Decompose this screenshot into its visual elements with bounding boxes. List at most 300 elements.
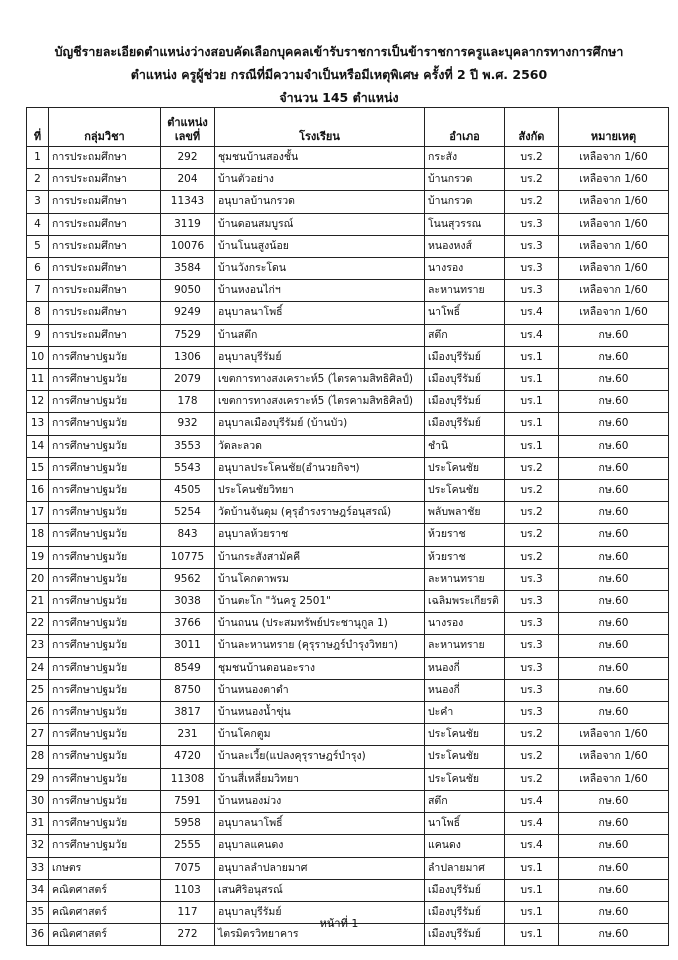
cell-affiliation: บร.1 xyxy=(505,369,559,391)
cell-district: ละหานทราย xyxy=(425,568,505,590)
cell-no: 27 xyxy=(27,724,49,746)
cell-district: ห้วยราช xyxy=(425,524,505,546)
cell-position: 1306 xyxy=(161,346,215,368)
table-row xyxy=(27,480,669,502)
cell-school: บ้านหนองม่วง xyxy=(215,790,425,812)
cell-position: 3584 xyxy=(161,258,215,280)
cell-school: ไตรมิตรวิทยาคาร xyxy=(215,924,425,946)
cell-subject: การศึกษาปฐมวัย xyxy=(49,524,161,546)
cell-district: กระสัง xyxy=(425,147,505,169)
cell-district: ประโคนชัย xyxy=(425,480,505,502)
table-row xyxy=(27,635,669,657)
cell-school: อนุบาลบุรีรัมย์ xyxy=(215,901,425,923)
table-row xyxy=(27,502,669,524)
cell-district: บ้านกรวด xyxy=(425,191,505,213)
cell-school: บ้านละเวี้ย(แปลงคุรุราษฎร์บำรุง) xyxy=(215,746,425,768)
cell-subject: การศึกษาปฐมวัย xyxy=(49,369,161,391)
cell-school: บ้านกระสังสามัคคี xyxy=(215,546,425,568)
cell-subject: การประถมศึกษา xyxy=(49,324,161,346)
cell-remark: เหลือจาก 1/60 xyxy=(559,746,669,768)
cell-school: วัดบ้านจันดุม (คุรุอำรงราษฎร์อนุสรณ์) xyxy=(215,502,425,524)
cell-subject: การศึกษาปฐมวัย xyxy=(49,657,161,679)
cell-no: 19 xyxy=(27,546,49,568)
cell-subject: การประถมศึกษา xyxy=(49,191,161,213)
cell-district: นางรอง xyxy=(425,258,505,280)
cell-remark: กษ.60 xyxy=(559,835,669,857)
col-header-position xyxy=(161,108,215,147)
cell-position: 932 xyxy=(161,413,215,435)
cell-district: เมืองบุรีรัมย์ xyxy=(425,901,505,923)
cell-remark: กษ.60 xyxy=(559,857,669,879)
table-row xyxy=(27,280,669,302)
table-row xyxy=(27,213,669,235)
cell-position: 204 xyxy=(161,169,215,191)
cell-no: 23 xyxy=(27,635,49,657)
cell-school: บ้านตะโก "วันครู 2501" xyxy=(215,591,425,613)
table-row xyxy=(27,813,669,835)
cell-subject: การศึกษาปฐมวัย xyxy=(49,346,161,368)
cell-school: บ้านตัวอย่าง xyxy=(215,169,425,191)
table-row xyxy=(27,346,669,368)
cell-district: บ้านกรวด xyxy=(425,169,505,191)
cell-remark: กษ.60 xyxy=(559,924,669,946)
cell-remark: กษ.60 xyxy=(559,435,669,457)
cell-affiliation: บร.4 xyxy=(505,790,559,812)
cell-no: 26 xyxy=(27,702,49,724)
cell-affiliation: บร.3 xyxy=(505,280,559,302)
cell-subject: การประถมศึกษา xyxy=(49,147,161,169)
cell-position: 5254 xyxy=(161,502,215,524)
cell-position: 8750 xyxy=(161,679,215,701)
cell-affiliation: บร.1 xyxy=(505,879,559,901)
cell-no: 10 xyxy=(27,346,49,368)
cell-affiliation: บร.3 xyxy=(505,702,559,724)
cell-remark: เหลือจาก 1/60 xyxy=(559,191,669,213)
cell-no: 28 xyxy=(27,746,49,768)
cell-no: 17 xyxy=(27,502,49,524)
page-number: หน้าที่ 1 xyxy=(319,917,359,930)
col-header-district: อำเภอ xyxy=(425,108,505,147)
cell-no: 13 xyxy=(27,413,49,435)
cell-affiliation: บร.2 xyxy=(505,457,559,479)
table-row xyxy=(27,169,669,191)
cell-district: หนองหงส์ xyxy=(425,235,505,257)
cell-remark: กษ.60 xyxy=(559,324,669,346)
cell-affiliation: บร.3 xyxy=(505,679,559,701)
cell-district: ลำปลายมาศ xyxy=(425,857,505,879)
cell-affiliation: บร.1 xyxy=(505,391,559,413)
cell-remark: กษ.60 xyxy=(559,790,669,812)
cell-affiliation: บร.2 xyxy=(505,746,559,768)
cell-district: พลับพลาชัย xyxy=(425,502,505,524)
cell-subject: การศึกษาปฐมวัย xyxy=(49,413,161,435)
vacancy-table xyxy=(26,107,669,946)
cell-remark: เหลือจาก 1/60 xyxy=(559,258,669,280)
cell-district: ประโคนชัย xyxy=(425,724,505,746)
table-header-row xyxy=(27,108,669,147)
cell-subject: การศึกษาปฐมวัย xyxy=(49,480,161,502)
table-row xyxy=(27,457,669,479)
cell-school: บ้านสี่เหลี่ยมวิทยา xyxy=(215,768,425,790)
cell-remark: กษ.60 xyxy=(559,568,669,590)
cell-school: บ้านหนองน้ำขุ่น xyxy=(215,702,425,724)
table-row xyxy=(27,879,669,901)
cell-no: 35 xyxy=(27,901,49,923)
col-header-subject: กลุ่มวิชา xyxy=(49,108,161,147)
cell-no: 4 xyxy=(27,213,49,235)
cell-subject: การศึกษาปฐมวัย xyxy=(49,768,161,790)
cell-position: 117 xyxy=(161,901,215,923)
cell-school: เสนศิริอนุสรณ์ xyxy=(215,879,425,901)
cell-no: 7 xyxy=(27,280,49,302)
cell-position: 11308 xyxy=(161,768,215,790)
cell-district: ละหานทราย xyxy=(425,280,505,302)
cell-affiliation: บร.2 xyxy=(505,502,559,524)
cell-affiliation: บร.2 xyxy=(505,169,559,191)
cell-remark: กษ.60 xyxy=(559,901,669,923)
cell-district: เมืองบุรีรัมย์ xyxy=(425,879,505,901)
cell-affiliation: บร.3 xyxy=(505,213,559,235)
cell-no: 21 xyxy=(27,591,49,613)
cell-subject: การศึกษาปฐมวัย xyxy=(49,790,161,812)
cell-subject: คณิตศาสตร์ xyxy=(49,879,161,901)
cell-remark: กษ.60 xyxy=(559,679,669,701)
cell-school: บ้านดอนสมบูรณ์ xyxy=(215,213,425,235)
cell-position: 5958 xyxy=(161,813,215,835)
cell-affiliation: บร.2 xyxy=(505,546,559,568)
cell-position: 843 xyxy=(161,524,215,546)
col-header-remark: หมายเหตุ xyxy=(559,108,669,147)
cell-subject: การประถมศึกษา xyxy=(49,169,161,191)
cell-affiliation: บร.4 xyxy=(505,324,559,346)
cell-remark: กษ.60 xyxy=(559,813,669,835)
cell-no: 15 xyxy=(27,457,49,479)
table-row xyxy=(27,546,669,568)
cell-position: 272 xyxy=(161,924,215,946)
cell-subject: การประถมศึกษา xyxy=(49,302,161,324)
cell-remark: กษ.60 xyxy=(559,391,669,413)
cell-remark: เหลือจาก 1/60 xyxy=(559,147,669,169)
cell-position: 231 xyxy=(161,724,215,746)
cell-no: 30 xyxy=(27,790,49,812)
cell-position: 9050 xyxy=(161,280,215,302)
cell-district: นางรอง xyxy=(425,613,505,635)
cell-remark: กษ.60 xyxy=(559,480,669,502)
cell-affiliation: บร.2 xyxy=(505,147,559,169)
cell-school: อนุบาลนาโพธิ์ xyxy=(215,813,425,835)
cell-subject: การศึกษาปฐมวัย xyxy=(49,813,161,835)
cell-district: เมืองบุรีรัมย์ xyxy=(425,924,505,946)
cell-no: 3 xyxy=(27,191,49,213)
table-row xyxy=(27,835,669,857)
cell-school: อนุบาลบุรีรัมย์ xyxy=(215,346,425,368)
cell-no: 16 xyxy=(27,480,49,502)
document-title: บัญชีรายละเอียดตำแหน่งว่างสอบคัดเลือกบุคคลเข้ารับราชการเป็นข้าราชการครูและบุคลากรทางการศึกษา xyxy=(54,44,624,59)
cell-affiliation: บร.1 xyxy=(505,346,559,368)
cell-subject: การศึกษาปฐมวัย xyxy=(49,746,161,768)
cell-no: 22 xyxy=(27,613,49,635)
cell-affiliation: บร.4 xyxy=(505,302,559,324)
cell-subject: การประถมศึกษา xyxy=(49,280,161,302)
cell-subject: การศึกษาปฐมวัย xyxy=(49,457,161,479)
cell-position: 7529 xyxy=(161,324,215,346)
cell-position: 11343 xyxy=(161,191,215,213)
cell-subject: การประถมศึกษา xyxy=(49,213,161,235)
cell-district: หนองกี่ xyxy=(425,679,505,701)
col-header-no: ที่ xyxy=(27,108,49,147)
cell-district: เมืองบุรีรัมย์ xyxy=(425,413,505,435)
cell-no: 32 xyxy=(27,835,49,857)
cell-no: 1 xyxy=(27,147,49,169)
cell-remark: เหลือจาก 1/60 xyxy=(559,169,669,191)
cell-remark: กษ.60 xyxy=(559,369,669,391)
cell-school: ชุมชนบ้านสองชั้น xyxy=(215,147,425,169)
cell-remark: เหลือจาก 1/60 xyxy=(559,724,669,746)
cell-position: 3817 xyxy=(161,702,215,724)
cell-remark: กษ.60 xyxy=(559,613,669,635)
cell-remark: เหลือจาก 1/60 xyxy=(559,280,669,302)
table-row xyxy=(27,324,669,346)
cell-affiliation: บร.2 xyxy=(505,724,559,746)
position-count: จำนวน 145 ตำแหน่ง xyxy=(279,90,399,105)
cell-remark: เหลือจาก 1/60 xyxy=(559,235,669,257)
cell-position: 7075 xyxy=(161,857,215,879)
cell-remark: เหลือจาก 1/60 xyxy=(559,302,669,324)
cell-remark: กษ.60 xyxy=(559,635,669,657)
cell-remark: เหลือจาก 1/60 xyxy=(559,213,669,235)
cell-no: 12 xyxy=(27,391,49,413)
cell-position: 3553 xyxy=(161,435,215,457)
document-subtitle: ตำแหน่ง ครูผู้ช่วย กรณีที่มีความจำเป็นหรือมีเหตุพิเศษ ครั้งที่ 2 ปี พ.ศ. 2560 xyxy=(130,67,548,82)
cell-school: บ้านละหานทราย (คุรุราษฎร์บำรุงวิทยา) xyxy=(215,635,425,657)
cell-affiliation: บร.2 xyxy=(505,768,559,790)
cell-affiliation: บร.3 xyxy=(505,591,559,613)
cell-no: 24 xyxy=(27,657,49,679)
cell-position: 10076 xyxy=(161,235,215,257)
cell-district: ปะคำ xyxy=(425,702,505,724)
table-row xyxy=(27,435,669,457)
cell-school: ประโคนชัยวิทยา xyxy=(215,480,425,502)
table-row xyxy=(27,524,669,546)
cell-affiliation: บร.3 xyxy=(505,568,559,590)
cell-affiliation: บร.2 xyxy=(505,191,559,213)
cell-no: 31 xyxy=(27,813,49,835)
cell-subject: คณิตศาสตร์ xyxy=(49,924,161,946)
cell-district: เมืองบุรีรัมย์ xyxy=(425,369,505,391)
cell-no: 20 xyxy=(27,568,49,590)
cell-no: 8 xyxy=(27,302,49,324)
cell-district: นาโพธิ์ xyxy=(425,813,505,835)
cell-district: เมืองบุรีรัมย์ xyxy=(425,346,505,368)
cell-school: บ้านโนนสูงน้อย xyxy=(215,235,425,257)
cell-remark: กษ.60 xyxy=(559,657,669,679)
cell-district: เฉลิมพระเกียรติ xyxy=(425,591,505,613)
cell-affiliation: บร.4 xyxy=(505,835,559,857)
table-row xyxy=(27,369,669,391)
table-row xyxy=(27,147,669,169)
table-row xyxy=(27,568,669,590)
cell-school: อนุบาลลำปลายมาศ xyxy=(215,857,425,879)
cell-affiliation: บร.1 xyxy=(505,924,559,946)
cell-no: 18 xyxy=(27,524,49,546)
cell-position: 9249 xyxy=(161,302,215,324)
cell-subject: การศึกษาปฐมวัย xyxy=(49,635,161,657)
cell-position: 1103 xyxy=(161,879,215,901)
cell-position: 10775 xyxy=(161,546,215,568)
cell-no: 36 xyxy=(27,924,49,946)
cell-position: 3038 xyxy=(161,591,215,613)
cell-subject: การศึกษาปฐมวัย xyxy=(49,435,161,457)
table-row xyxy=(27,768,669,790)
table-row xyxy=(27,191,669,213)
cell-district: แคนดง xyxy=(425,835,505,857)
cell-affiliation: บร.1 xyxy=(505,857,559,879)
table-row xyxy=(27,413,669,435)
cell-subject: การศึกษาปฐมวัย xyxy=(49,591,161,613)
table-row xyxy=(27,613,669,635)
cell-affiliation: บร.2 xyxy=(505,480,559,502)
cell-school: บ้านโคกตูม xyxy=(215,724,425,746)
cell-district: โนนสุวรรณ xyxy=(425,213,505,235)
cell-school: อนุบาลประโคนชัย(อำนวยกิจฯ) xyxy=(215,457,425,479)
cell-subject: การศึกษาปฐมวัย xyxy=(49,546,161,568)
cell-position: 3119 xyxy=(161,213,215,235)
cell-affiliation: บร.3 xyxy=(505,613,559,635)
cell-remark: กษ.60 xyxy=(559,546,669,568)
table-row xyxy=(27,391,669,413)
cell-position: 178 xyxy=(161,391,215,413)
cell-affiliation: บร.4 xyxy=(505,813,559,835)
cell-school: อนุบาลเมืองบุรีรัมย์ (บ้านบัว) xyxy=(215,413,425,435)
cell-subject: การศึกษาปฐมวัย xyxy=(49,568,161,590)
table-row xyxy=(27,790,669,812)
table-row xyxy=(27,302,669,324)
cell-no: 9 xyxy=(27,324,49,346)
cell-position: 4505 xyxy=(161,480,215,502)
cell-no: 11 xyxy=(27,369,49,391)
table-row xyxy=(27,591,669,613)
cell-position: 2079 xyxy=(161,369,215,391)
table-body xyxy=(27,147,669,946)
cell-district: ชำนิ xyxy=(425,435,505,457)
cell-district: สตึก xyxy=(425,324,505,346)
cell-position: 3011 xyxy=(161,635,215,657)
cell-position: 3766 xyxy=(161,613,215,635)
cell-subject: คณิตศาสตร์ xyxy=(49,901,161,923)
cell-school: เขตการทางสงเคราะห์5 (ไตรคามสิทธิศิลป์) xyxy=(215,391,425,413)
cell-school: เขตการทางสงเคราะห์5 (ไตรคามสิทธิศิลป์) xyxy=(215,369,425,391)
cell-position: 5543 xyxy=(161,457,215,479)
cell-school: บ้านสตึก xyxy=(215,324,425,346)
cell-district: เมืองบุรีรัมย์ xyxy=(425,391,505,413)
cell-no: 5 xyxy=(27,235,49,257)
cell-remark: กษ.60 xyxy=(559,502,669,524)
table-row xyxy=(27,746,669,768)
cell-remark: กษ.60 xyxy=(559,457,669,479)
cell-district: นาโพธิ์ xyxy=(425,302,505,324)
cell-district: สตึก xyxy=(425,790,505,812)
table-row xyxy=(27,724,669,746)
col-header-position-bottom: เลขที่ xyxy=(174,130,201,143)
cell-subject: เกษตร xyxy=(49,857,161,879)
cell-subject: การประถมศึกษา xyxy=(49,258,161,280)
cell-remark: เหลือจาก 1/60 xyxy=(559,768,669,790)
cell-position: 9562 xyxy=(161,568,215,590)
cell-no: 2 xyxy=(27,169,49,191)
table-row xyxy=(27,235,669,257)
cell-remark: กษ.60 xyxy=(559,524,669,546)
cell-school: อนุบาลบ้านกรวด xyxy=(215,191,425,213)
cell-no: 14 xyxy=(27,435,49,457)
table-row xyxy=(27,702,669,724)
cell-position: 4720 xyxy=(161,746,215,768)
cell-district: ประโคนชัย xyxy=(425,746,505,768)
cell-school: บ้านโคกตาพรม xyxy=(215,568,425,590)
cell-school: อนุบาลนาโพธิ์ xyxy=(215,302,425,324)
cell-school: บ้านวังกระโดน xyxy=(215,258,425,280)
cell-subject: การศึกษาปฐมวัย xyxy=(49,502,161,524)
cell-subject: การศึกษาปฐมวัย xyxy=(49,613,161,635)
table-row xyxy=(27,657,669,679)
table-row xyxy=(27,679,669,701)
cell-affiliation: บร.2 xyxy=(505,524,559,546)
cell-district: หนองกี่ xyxy=(425,657,505,679)
cell-school: บ้านหนองตาดำ xyxy=(215,679,425,701)
col-header-position-top: ตำแหน่ง xyxy=(167,116,208,129)
cell-affiliation: บร.3 xyxy=(505,258,559,280)
cell-position: 7591 xyxy=(161,790,215,812)
cell-remark: กษ.60 xyxy=(559,413,669,435)
cell-remark: กษ.60 xyxy=(559,346,669,368)
col-header-affiliation: สังกัด xyxy=(505,108,559,147)
cell-subject: การศึกษาปฐมวัย xyxy=(49,835,161,857)
cell-position: 2555 xyxy=(161,835,215,857)
cell-remark: กษ.60 xyxy=(559,591,669,613)
cell-no: 25 xyxy=(27,679,49,701)
cell-school: บ้านถนน (ประสมทรัพย์ประชานุกูล 1) xyxy=(215,613,425,635)
cell-affiliation: บร.3 xyxy=(505,657,559,679)
cell-position: 8549 xyxy=(161,657,215,679)
cell-subject: การศึกษาปฐมวัย xyxy=(49,724,161,746)
cell-subject: การศึกษาปฐมวัย xyxy=(49,702,161,724)
cell-district: ประโคนชัย xyxy=(425,457,505,479)
cell-no: 34 xyxy=(27,879,49,901)
cell-no: 33 xyxy=(27,857,49,879)
cell-district: ละหานทราย xyxy=(425,635,505,657)
cell-school: อนุบาลแคนดง xyxy=(215,835,425,857)
cell-remark: กษ.60 xyxy=(559,702,669,724)
cell-position: 292 xyxy=(161,147,215,169)
cell-school: วัดละลวด xyxy=(215,435,425,457)
cell-subject: การศึกษาปฐมวัย xyxy=(49,679,161,701)
col-header-school: โรงเรียน xyxy=(215,108,425,147)
cell-affiliation: บร.1 xyxy=(505,901,559,923)
cell-affiliation: บร.3 xyxy=(505,635,559,657)
cell-subject: การศึกษาปฐมวัย xyxy=(49,391,161,413)
cell-school: บ้านหงอนไก่ฯ xyxy=(215,280,425,302)
cell-affiliation: บร.1 xyxy=(505,435,559,457)
cell-affiliation: บร.3 xyxy=(505,235,559,257)
cell-district: ห้วยราช xyxy=(425,546,505,568)
cell-district: ประโคนชัย xyxy=(425,768,505,790)
cell-no: 29 xyxy=(27,768,49,790)
table-row xyxy=(27,258,669,280)
cell-subject: การประถมศึกษา xyxy=(49,235,161,257)
cell-school: ชุมชนบ้านดอนอะราง xyxy=(215,657,425,679)
cell-no: 6 xyxy=(27,258,49,280)
table-row xyxy=(27,857,669,879)
cell-school: อนุบาลห้วยราช xyxy=(215,524,425,546)
